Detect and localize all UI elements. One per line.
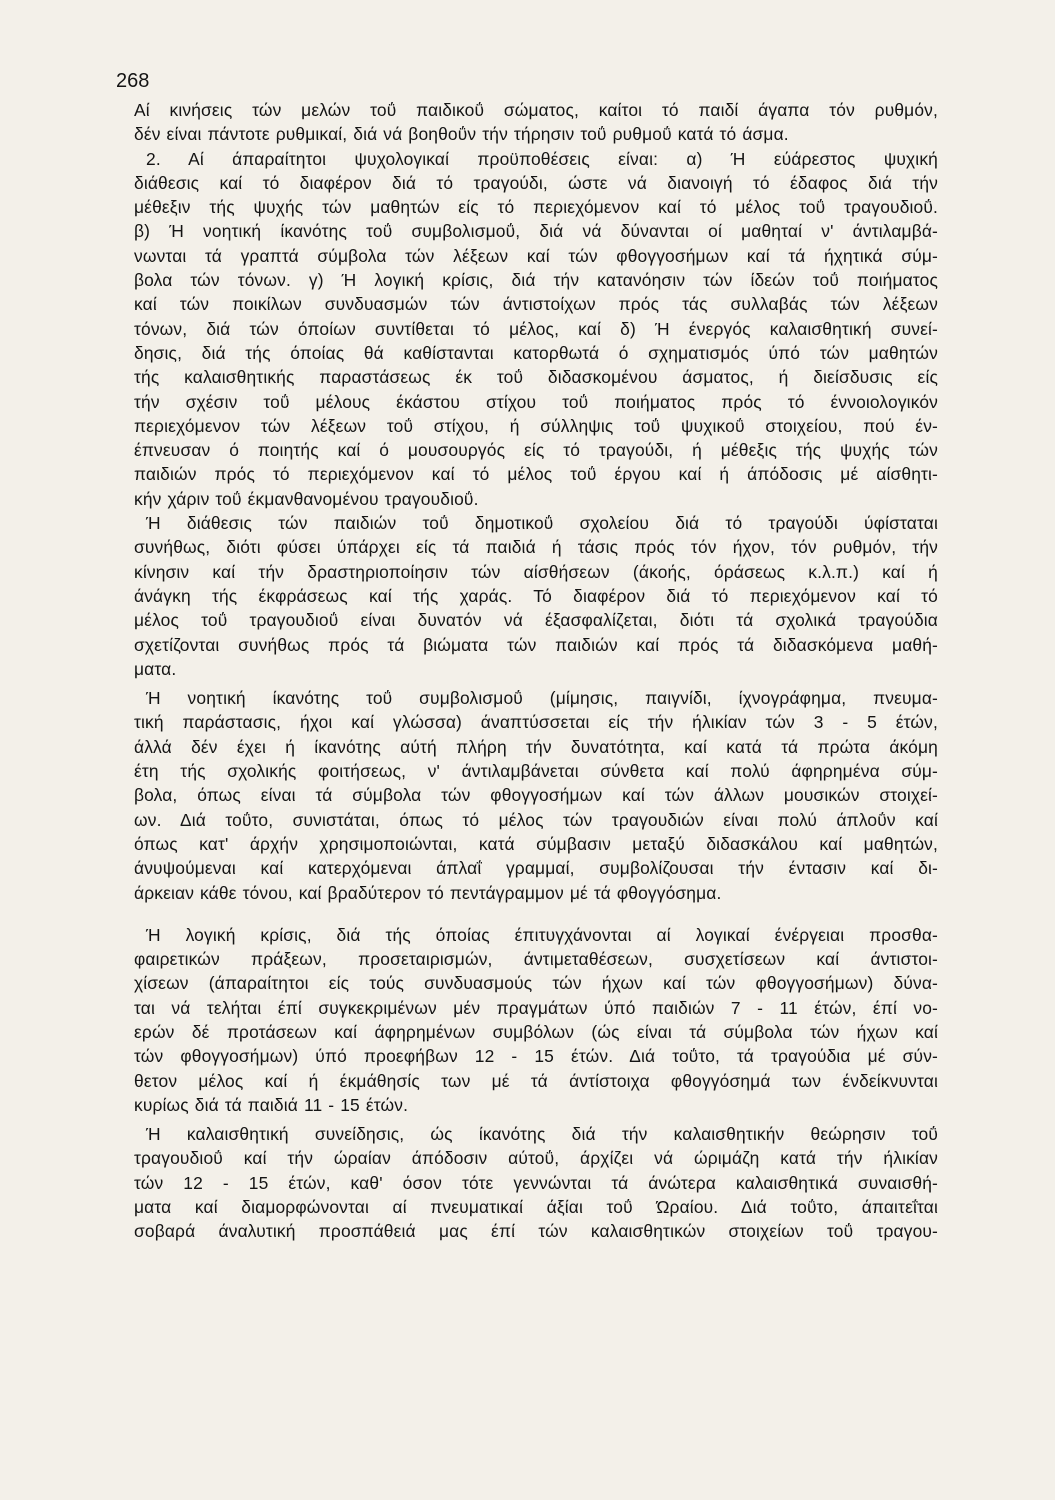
text-line: χίσεων (άπαραίτητοι είς τούς συνδυασμούς τών ήχων καί τών φθογγοσήμων) δύνα- [134,973,938,994]
text-line: Ή νοητική ίκανότης τοΰ συμβολισμοΰ (μίμησις, παιγνίδι, ίχνογράφημα, πνευμα- [146,688,938,709]
text-line: Αί κινήσεις τών μελών τοΰ παιδικοΰ σώματος, καίτοι τό παιδί άγαπα τόν ρυθμόν, [134,100,938,120]
text-line: Ή διάθεσις τών παιδιών τοΰ δημοτικοΰ σχολείου διά τό τραγούδι ύφίσταται [146,513,938,534]
text-line: κυρίως διά τά παιδιά 11 - 15 έτών. [134,1094,409,1115]
text-line: κίνησιν καί τήν δραστηριοποίησιν τών αίσθήσεων (άκοής, όράσεως κ.λ.π.) καί ή [134,561,938,582]
text-line: συνήθως, διότι φύσει ύπάρχει είς τά παιδιά ή τάσις πρός τόν ήχον, τόν ρυθμόν, τήν [134,537,938,558]
text-line: σχετίζονται συνήθως πρός τά βιώματα τών παιδιών καί πρός τά διδασκόμενα μαθή- [134,634,938,655]
text-line: μέθεξιν τής ψυχής τών μαθητών είς τό περιεχόμενον καί τό μέλος τοΰ τραγουδιοΰ. [134,197,938,218]
text-line: ματα. [134,658,177,679]
text-line: τήν σχέσιν τοΰ μέλους έκάστου στίχου τοΰ ποιήματος πρός τό έννοιολογικόν [134,391,938,412]
text-line: 2. Αί άπαραίτητοι ψυχολογικαί προϋποθέσεις είναι: α) Ή εύάρεστος ψυχική [146,148,938,169]
text-line: Ή λογική κρίσις, διά τής όποίας έπιτυγχάνονται αί λογικαί ένέργειαι προσθα- [146,924,938,945]
text-line: Ή καλαισθητική συνείδησις, ώς ίκανότης διά τήν καλαισθητικήν θεώρησιν τοΰ [146,1124,938,1145]
text-line: άλλά δέν έχει ή ίκανότης αύτή πλήρη τήν δυνατότητα, καί κατά τά πρώτα άκόμη [134,736,938,757]
paragraph-intro [134,98,938,147]
text-line: όπως κατ' άρχήν χρησιμοποιώνται, κατά σύμβασιν μεταξύ διδασκάλου καί μαθητών, [134,833,938,854]
text-line: άρκειαν κάθε τόνου, καί βραδύτερον τό πεντάγραμμον μέ τά φθογγόσημα. [134,882,722,903]
text-line: κήν χάριν τοΰ έκμανθανομένου τραγουδιοΰ. [134,488,479,509]
text-line: έπνευσαν ό ποιητής καί ό μουσουργός είς τό τραγούδι, ή μέθεξις τής ψυχής τών [134,440,938,461]
text-line: φαιρετικών πράξεων, προσεταιρισμών, άντιμεταθέσεων, συσχετίσεων καί άντιστοι- [134,949,938,970]
paragraph-disposition [134,511,938,681]
paragraph-aesthetics [134,1122,938,1243]
text-line: δησις, διά τής όποίας θά καθίστανται κατορθωτά ό σχηματισμός ύπό τών μαθητών [134,342,938,363]
text-line: τική παράστασις, ήχοι καί γλώσσα) άναπτύσσεται είς τήν ήλικίαν τών 3 - 5 έτών, [134,712,938,733]
text-line: παιδιών πρός τό περιεχόμενον καί τό μέλος τοΰ έργου καί ή άπόδοσις μέ αίσθητι- [134,464,938,485]
text-line: περιεχόμενον τών λέξεων τοΰ στίχου, ή σύλληψις τοΰ ψυχικοΰ στοιχείου, πού έν- [134,415,938,436]
text-line: δέν είναι πάντοτε ρυθμικαί, διά νά βοηθοΰν τήν τήρησιν τοΰ ρυθμοΰ κατά τό άσμα. [134,124,789,145]
text-line: β) Ή νοητική ίκανότης τοΰ συμβολισμοΰ, διά νά δύνανται οί μαθηταί ν' άντιλαμβά- [134,221,938,242]
text-line: άνυψούμεναι καί κατερχόμεναι άπλαΐ γραμμαί, συμβολίζουσαι τήν έντασιν καί δι- [134,858,938,879]
text-line: τραγουδιοΰ καί τήν ώραίαν άπόδοσιν αύτοΰ, άρχίζει νά ώριμάζη κατά τήν ήλικίαν [134,1148,938,1169]
paragraph-logic [134,923,938,1117]
page-number: 268 [116,70,150,92]
text-line: σοβαρά άναλυτική προσπάθειά μας έπί τών καλαισθητικών στοιχείων τοΰ τραγου- [134,1221,938,1242]
text-line: ματα καί διαμορφώνονται αί πνευματικαί άξίαι τοΰ Ώραίου. Διά τοΰτο, άπαιτεΐται [134,1197,938,1218]
text-line: έτη τής σχολικής φοιτήσεως, ν' άντιλαμβάνεται σύνθετα καί πολύ άφηρημένα σύμ- [134,761,938,782]
text-line: βολα τών τόνων. γ) Ή λογική κρίσις, διά τήν κατανόησιν τών ίδεών τοΰ ποιήματος [134,270,938,291]
text-line: βολα, όπως είναι τά σύμβολα τών φθογγοσήμων καί τών άλλων μουσικών στοιχεί- [134,785,938,806]
text-line: μέλος τοΰ τραγουδιοΰ είναι δυνατόν νά έξασφαλίζεται, διότι τά σχολικά τραγούδια [134,610,938,631]
body-text [134,98,938,1244]
text-line: ερών δέ προτάσεων καί άφηρημένων συμβόλων (ώς είναι τά σύμβολα τών ήχων καί [134,1021,938,1042]
text-line: καί τών ποικίλων συνδυασμών τών άντιστοίχων πρός τάς συλλαβάς τών λέξεων [134,294,938,315]
paragraph-prerequisites [134,147,938,511]
text-line: άνάγκη τής έκφράσεως καί τής χαράς. Τό διαφέρον διά τό περιεχόμενον καί τό [134,585,938,606]
text-line: τόνων, διά τών όποίων συντίθεται τό μέλος, καί δ) Ή ένεργός καλαισθητική συνεί- [134,318,938,339]
text-line: ων. Διά τοΰτο, συνιστάται, όπως τό μέλος τών τραγουδιών είναι πολύ άπλοΰν καί [134,809,938,830]
text-line: διάθεσις καί τό διαφέρον διά τό τραγούδι, ώστε νά διανοιγή τό έδαφος διά τήν [134,172,938,193]
text-line: τών φθογγοσήμων) ύπό προεφήβων 12 - 15 έτών. Διά τοΰτο, τά τραγούδια μέ σύν- [134,1046,938,1067]
text-line: τής καλαισθητικής παραστάσεως έκ τοΰ διδασκομένου άσματος, ή διείσδυσις είς [134,367,938,388]
text-line: ται νά τελήται έπί συγκεκριμένων μέν πραγμάτων ύπό παιδιών 7 - 11 έτών, έπί νο- [134,997,938,1018]
text-line: θετον μέλος καί ή έκμάθησίς των μέ τά άντίστοιχα φθογγόσημά των ένδείκνυνται [134,1070,938,1091]
text-line: νωνται τά γραπτά σύμβολα τών λέξεων καί τών φθογγοσήμων καί τά ήχητικά σύμ- [134,245,938,266]
paragraph-symbolism [134,686,938,905]
text-line: τών 12 - 15 έτών, καθ' όσον τότε γεννώνται τά άνώτερα καλαισθητικά συναισθή- [134,1172,938,1193]
